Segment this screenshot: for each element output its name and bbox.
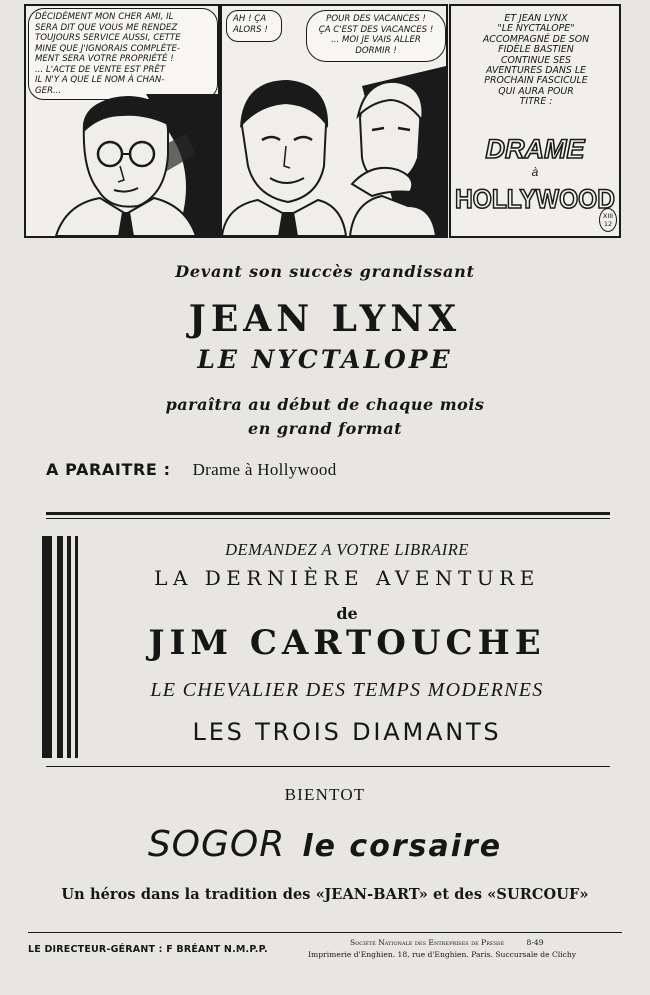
caption-line: CONTINUE SES bbox=[500, 54, 572, 66]
caption-line: QUI AURA POUR bbox=[498, 85, 574, 97]
bubble-line: ÇA C'EST DES VACANCES ! bbox=[318, 24, 434, 35]
hollywood-title-text: HOLLYWOOD bbox=[455, 184, 615, 214]
footer-press-name: Société Nationale des Entreprises de Presse bbox=[350, 938, 505, 947]
speech-bubble bbox=[28, 8, 218, 100]
caption-line: PROCHAIN FASCICULE bbox=[484, 75, 588, 87]
bubble-line: ... MOI JE VAIS ALLER bbox=[331, 35, 421, 45]
ad3-tagline: Un héros dans la tradition des «JEAN-BART» et des «SURCOUF» bbox=[61, 886, 589, 903]
ad1-upcoming-label: A PARAITRE : bbox=[46, 460, 171, 479]
ad1-upcoming bbox=[46, 460, 337, 480]
bubble-line: GER... bbox=[35, 85, 62, 96]
footer-press-line2: Imprimerie d'Enghien. 18, rue d'Enghien. Paris. Succursale de Clichy bbox=[308, 950, 577, 959]
caption-line: ET JEAN LYNX bbox=[504, 13, 568, 24]
bubble-line: DÉCIDÉMENT MON CHER AMI, IL bbox=[35, 12, 174, 22]
caption-line: TITRE : bbox=[519, 96, 553, 108]
ad1-schedule-line2: en grand format bbox=[248, 419, 402, 438]
bespectacled-man-drawing bbox=[26, 94, 218, 236]
a-title-text: à bbox=[531, 165, 539, 179]
divider-thin-2 bbox=[46, 766, 610, 767]
decorative-vertical-bars bbox=[42, 536, 78, 758]
footer-director: LE DIRECTEUR-GÉRANT : F BRÉANT N.M.P.P. bbox=[28, 944, 268, 955]
divider-thick bbox=[46, 512, 610, 515]
footer-divider bbox=[28, 932, 622, 933]
drame-hollywood-logo bbox=[451, 130, 619, 216]
comic-panel-3 bbox=[449, 4, 621, 238]
caption-line: AVENTURES DANS LE bbox=[486, 65, 586, 77]
bubble-line: SERA DIT QUE VOUS ME RENDEZ bbox=[35, 22, 178, 33]
speech-bubble-right bbox=[306, 10, 446, 62]
ad3-soon-label: BIENTOT bbox=[284, 785, 366, 804]
ad1-schedule-line1: paraîtra au début de chaque mois bbox=[165, 395, 485, 414]
bubble-line: MINE QUE J'IGNORAIS COMPLÈTE- bbox=[35, 43, 180, 54]
ad2-story-title: LES TROIS DIAMANTS bbox=[192, 718, 502, 746]
divider-thin bbox=[46, 518, 610, 519]
drame-title-text: DRAME bbox=[485, 134, 585, 164]
issue-mark-line: XIII bbox=[602, 212, 614, 220]
ad1-upcoming-title: Drame à Hollywood bbox=[192, 460, 337, 479]
issue-mark bbox=[599, 208, 617, 232]
ad1-hero-name: JEAN LYNX bbox=[188, 298, 462, 340]
bubble-line: AH ! ÇA bbox=[233, 14, 267, 24]
two-men-drawing bbox=[222, 66, 446, 236]
ad2-ask-line: DEMANDEZ A VOTRE LIBRAIRE bbox=[225, 540, 469, 559]
ad3-title-main: SOGOR bbox=[147, 824, 286, 865]
caption-line: FIDÈLE BASTIEN bbox=[498, 44, 574, 56]
caption-line: ACCOMPAGNÉ DE SON bbox=[482, 33, 590, 45]
caption-line: "LE NYCTALOPE" bbox=[497, 23, 575, 35]
ad1-intro: Devant son succès grandissant bbox=[175, 262, 475, 281]
bubble-line: POUR DES VACANCES ! bbox=[326, 14, 426, 24]
footer-press-code: 8-49 bbox=[526, 938, 544, 947]
ad2-de-word: de bbox=[336, 604, 358, 623]
issue-mark-line: 12 bbox=[603, 220, 613, 228]
ad2-latest-line: LA DERNIÈRE AVENTURE bbox=[154, 566, 540, 590]
bubble-line: MENT SERA VOTRE PROPRIÉTÉ ! bbox=[35, 54, 174, 64]
panel-caption bbox=[459, 14, 613, 108]
ad2-hero-name: JIM CARTOUCHE bbox=[148, 623, 546, 663]
ad1-hero-subtitle: LE NYCTALOPE bbox=[197, 345, 453, 374]
bubble-line: ... L'ACTE DE VENTE EST PRÊT bbox=[35, 64, 165, 75]
bubble-line: DORMIR ! bbox=[355, 45, 397, 56]
comic-panel-1 bbox=[24, 4, 220, 238]
comic-panel-2 bbox=[220, 4, 448, 238]
ad3-title-rest: le corsaire bbox=[302, 829, 503, 864]
bubble-line: TOUJOURS SERVICE AUSSI, CETTE bbox=[35, 33, 181, 43]
bubble-line: IL N'Y A QUE LE NOM À CHAN- bbox=[35, 75, 165, 85]
ad3-title bbox=[0, 824, 650, 865]
bubble-line: ALORS ! bbox=[233, 24, 268, 35]
ad2-hero-subtitle: LE CHEVALIER DES TEMPS MODERNES bbox=[150, 679, 544, 701]
speech-bubble-left bbox=[226, 10, 282, 42]
footer-press-line1 bbox=[350, 938, 544, 949]
